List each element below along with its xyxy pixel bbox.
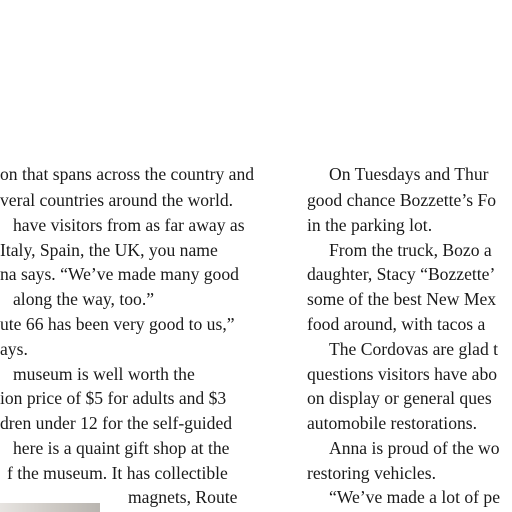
right-line-5: daughter, Stacy “Bozzette’ <box>307 264 496 284</box>
right-line-6: some of the best New Mex <box>307 289 497 309</box>
right-line-2: good chance Bozzette’s Fo <box>307 190 497 210</box>
right-line-4: From the truck, Bozo a <box>329 240 492 260</box>
right-line-9: questions visitors have abo <box>307 364 498 384</box>
left-line-3: have visitors from as far away as <box>13 215 245 235</box>
right-line-11: automobile restorations. <box>307 413 478 433</box>
left-line-13: f the museum. It has collectible <box>7 463 228 483</box>
left-line-2: veral countries around the world. <box>0 190 234 210</box>
right-line-12: Anna is proud of the wo <box>329 438 500 458</box>
right-line-1: On Tuesdays and Thur <box>329 164 489 184</box>
left-line-9: museum is well worth the <box>13 364 195 384</box>
right-line-8: The Cordovas are glad t <box>329 339 499 359</box>
left-line-10: ion price of $5 for adults and $3 <box>0 388 227 408</box>
left-line-5: na says. “We’ve made many good <box>0 264 239 284</box>
right-line-10: on display or general ques <box>307 388 492 408</box>
left-line-4: Italy, Spain, the UK, you name <box>0 240 218 260</box>
right-line-3: in the parking lot. <box>307 215 433 235</box>
right-line-14: “We’ve made a lot of pe <box>329 487 501 507</box>
left-line-1: on that spans across the country and <box>0 164 255 184</box>
left-line-12: here is a quaint gift shop at the <box>13 438 230 458</box>
right-line-13: restoring vehicles. <box>307 463 436 483</box>
left-line-14: magnets, Route <box>128 487 238 507</box>
left-line-11: dren under 12 for the self-guided <box>0 413 233 433</box>
left-line-6: along the way, too.” <box>13 289 155 309</box>
article-photo <box>0 503 100 512</box>
right-line-7: food around, with tacos a <box>307 314 486 334</box>
left-line-7: ute 66 has been very good to us,” <box>0 314 235 334</box>
left-line-8: ays. <box>0 339 28 359</box>
